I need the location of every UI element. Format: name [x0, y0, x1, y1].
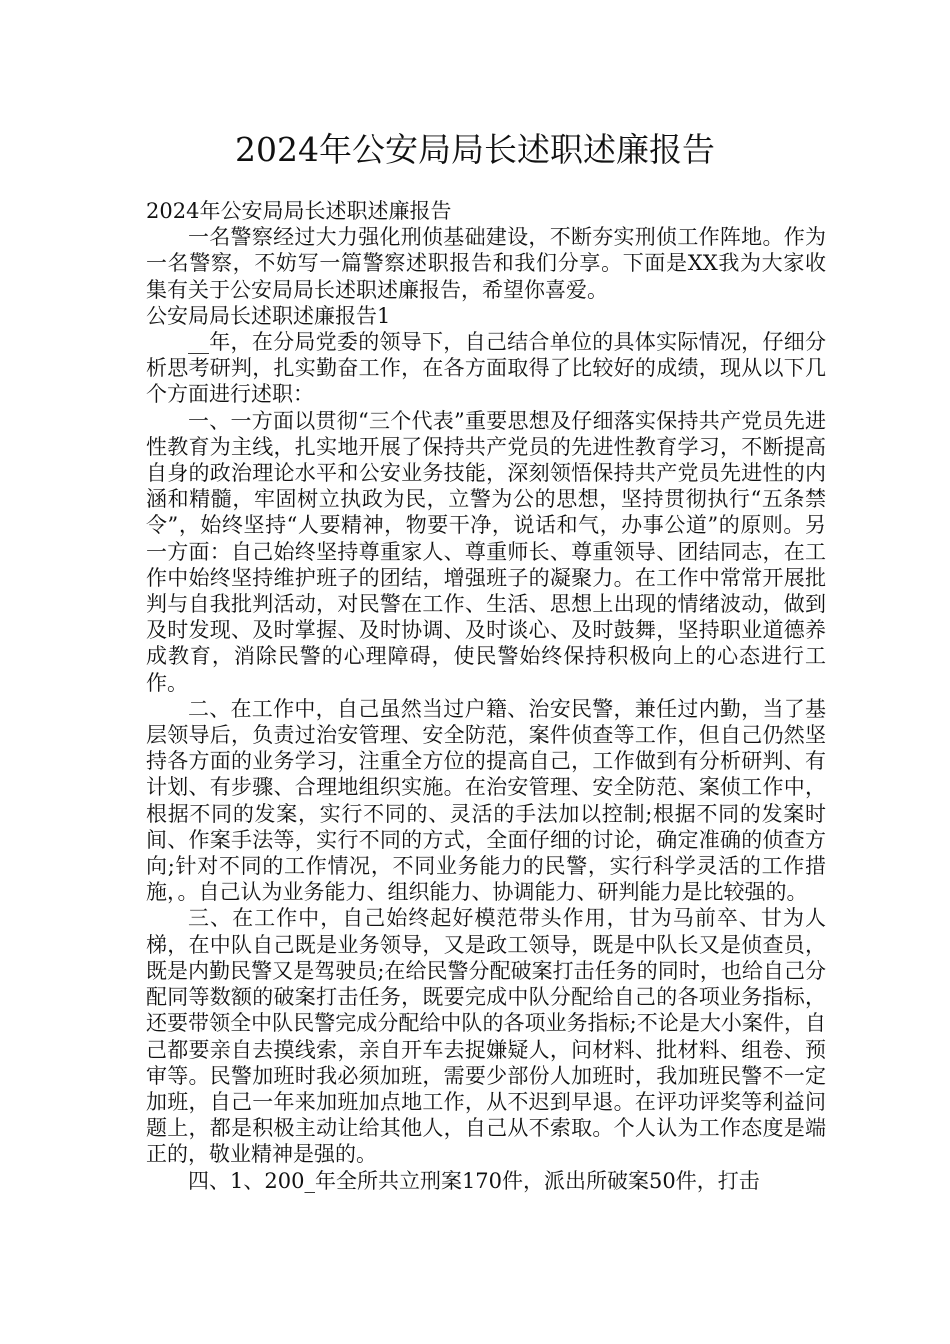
paragraph-section-4: 四、1、200_年全所共立刑案170件，派出所破案50件，打击 — [188, 1168, 760, 1193]
paragraph-section-3: 三、在工作中，自己始终起好模范带头作用，甘为马前卒、甘为人梯，在中队自己既是业务领导，又是政工领导，既是中队长又是侦查员，既是内勤民警又是驾驶员;在给民警分配破案打击任务的同时，也给自己分配同等数额的破案打击任务，既要完成中队分配给自己的各项业务指标，还要带领全中队民警完成分配给中队的各项业务指标;不论是大小案件，自己都要亲自去摸线索，亲自开车去捉嫌疑人，问材料、批材料、组卷、预审等。民警加班时我必须加班，需要少部份人加班时，我加班民警不一定加班，自己一年来加班加点地工作，从不迟到早退。在评功评奖等利益问题上，都是积极主动让给其他人，自己从不索取。个人认为工作态度是端正的，敬业精神是强的。 — [146, 906, 826, 1167]
paragraph-section-2: 二、在工作中，自己虽然当过户籍、治安民警，兼任过内勤，当了基层领导后，负责过治安管理、安全防范，案件侦查等工作，但自己仍然坚持各方面的业务学习，注重全方位的提高自己，工作做到有分析研判、有计划、有步骤、合理地组织实施。在治安管理、安全防范、案侦工作中，根据不同的发案，实行不同的、灵活的手法加以控制;根据不同的发案时间、作案手法等，实行不同的方式，全面仔细的讨论，确定准确的侦查方向;针对不同的工作情况，不同业务能力的民警，实行科学灵活的工作措施，。自己认为业务能力、组织能力、协调能力、研判能力是比较强的。 — [146, 696, 826, 905]
intro-paragraph: 一名警察经过大力强化刑侦基础建设，不断夯实刑侦工作阵地。作为一名警察，不妨写一篇警察述职报告和我们分享。下面是XX我为大家收集有关于公安局局长述职述廉报告，希望你喜爱。 — [146, 225, 826, 302]
paragraph-overview: __年，在分局党委的领导下，自己结合单位的具体实际情况，仔细分析思考研判，扎实勤奋工作，在各方面取得了比较好的成绩，现从以下几个方面进行述职： — [146, 330, 826, 407]
report-subtitle: 2024年公安局局长述职述廉报告 — [146, 199, 452, 223]
document-title: 2024年公安局局长述职述廉报告 — [235, 130, 715, 169]
paragraph-section-1: 一、一方面以贯彻“三个代表”重要思想及仔细落实保持共产党员先进性教育为主线，扎实地开展了保持共产党员的先进性教育学习，不断提高自身的政治理论水平和公安业务技能，深刻领悟保持共产党员先进性的内涵和精髓，牢固树立执政为民，立警为公的思想，坚持贯彻执行“五条禁令”，始终坚持“人要精神，物要干净，说话和气，办事公道”的原则。另一方面：自己始终坚持尊重家人、尊重师长、尊重领导、团结同志，在工作中始终坚持维护班子的团结，增强班子的凝聚力。在工作中常常开展批判与自我批判活动，对民警在工作、生活、思想上出现的情绪波动，做到及时发现、及时掌握、及时协调、及时谈心、及时鼓舞，坚持职业道德养成教育，消除民警的心理障碍，使民警始终保持积极向上的心态进行工作。 — [146, 408, 826, 695]
document-body — [146, 198, 826, 1194]
report-section-heading: 公安局局长述职述廉报告1 — [146, 303, 391, 328]
